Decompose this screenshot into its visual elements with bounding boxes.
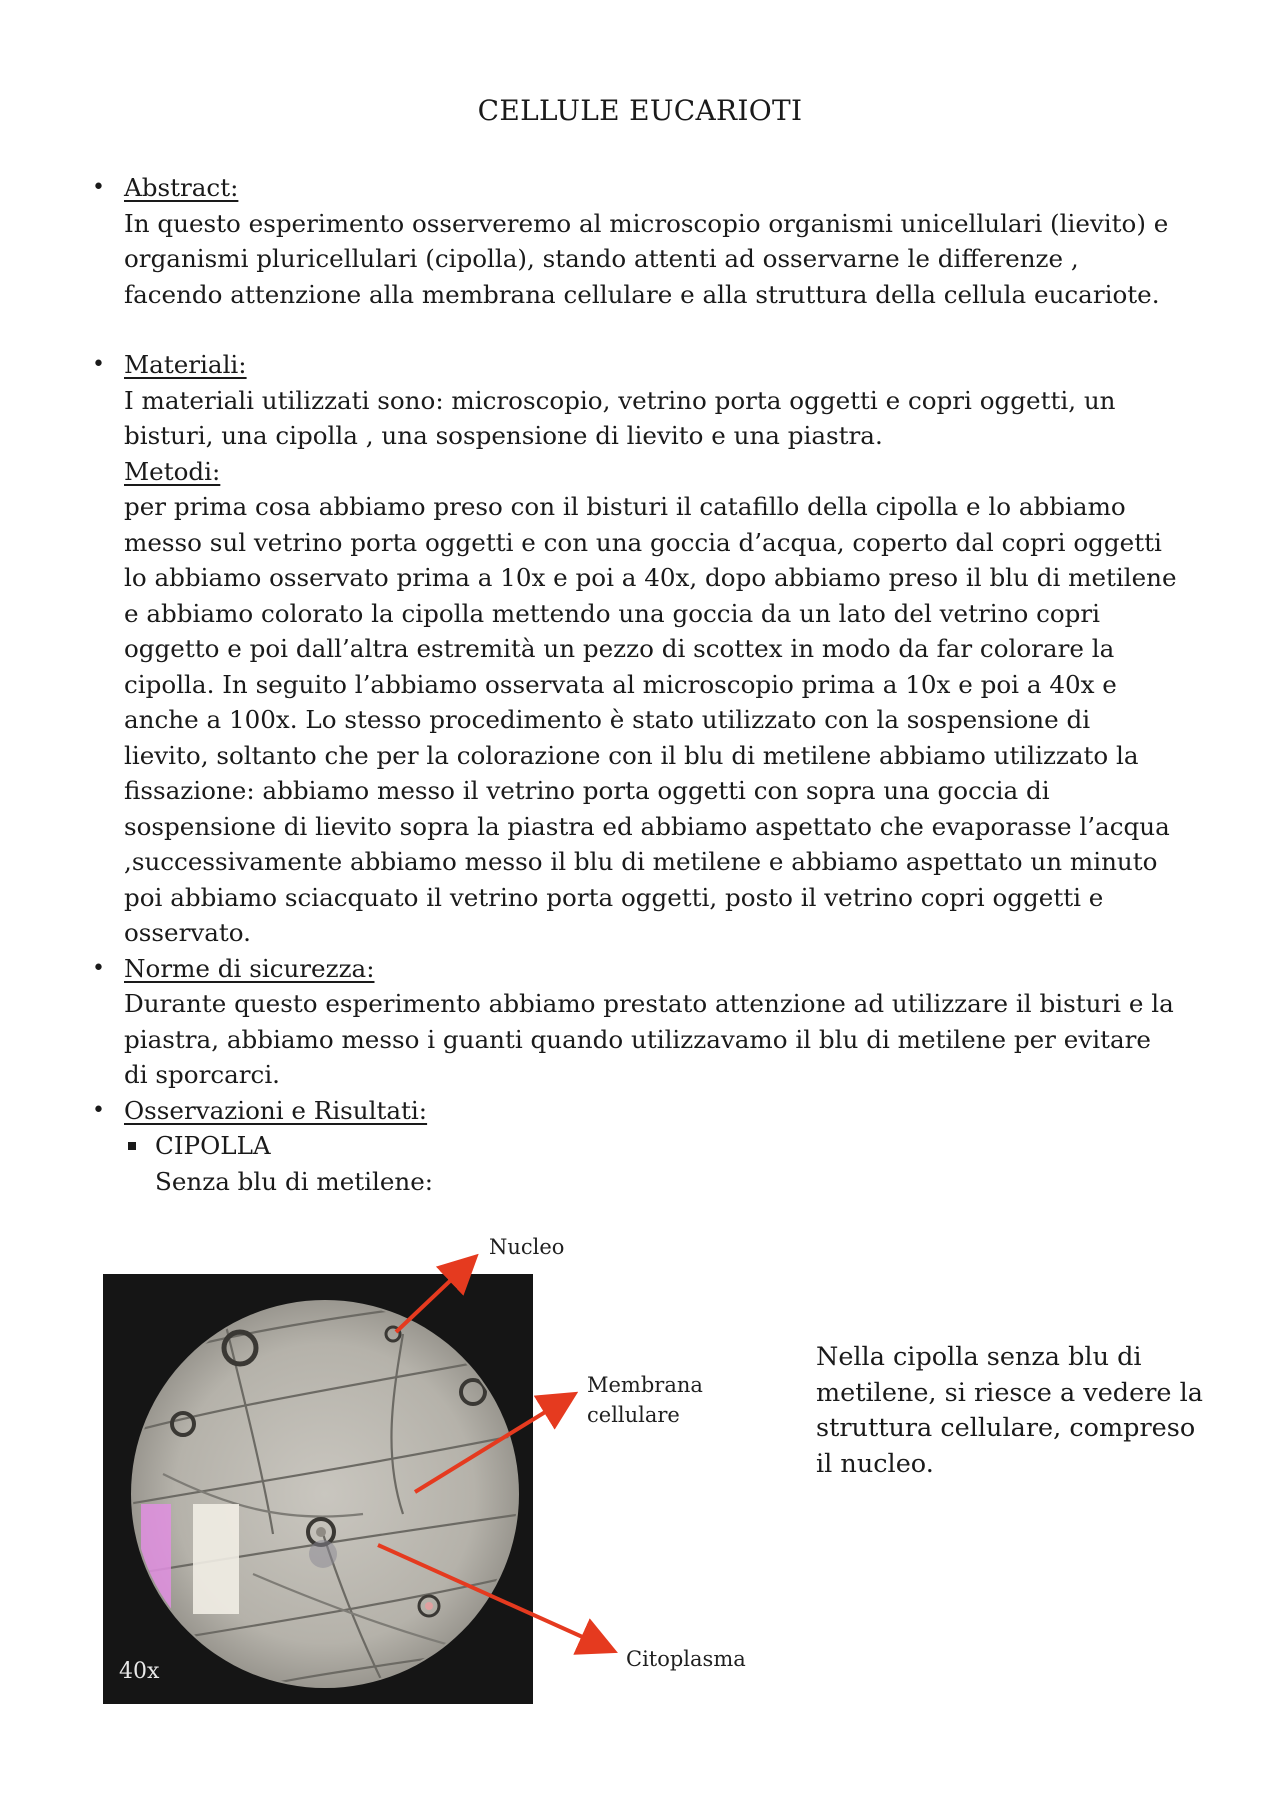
microscope-image [103,1274,533,1704]
metodi-text: per prima cosa abbiamo preso con il bisturi il catafillo della cipolla e lo abbiamo messo sul vetrino porta oggetti e con una goccia d’acqua, coperto dal copri oggetti lo abbiamo osservato prima a 10x e poi a 40x, dopo abbiamo preso il blu di metilene e abbiamo colorato la cipolla mettendo una goccia da un lato del vetrino copri oggetto e poi dall’altra estremità un pezzo di scottex in modo da far colorare la cipolla. In seguito l’abbiamo osservata al microscopio prima a 10x e poi a 40x e anche a 100x. Lo stesso procedimento è stato utilizzato con la sospensione di lievito, soltanto che per la colorazione con il blu di metilene abbiamo utilizzato la fissazione: abbiamo messo il vetrino porta oggetti con sopra una goccia di sospensione di lievito sopra la piastra ed abbiamo aspettato che evaporasse l’acqua ,successivamente abbiamo messo il blu di metilene e abbiamo aspettato un minuto poi abbiamo sciacquato il vetrino porta oggetti, posto il vetrino copri oggetti e osservato. [124,492,1177,947]
magnification-label: 40x [119,1659,160,1684]
sub-item-cipolla [124,1128,1182,1199]
materiali-heading: Materiali: [124,350,247,379]
label-membrana [587,1370,703,1430]
section-materiali [92,347,1182,951]
norme-heading: Norme di sicurezza: [124,953,375,983]
document-body [92,170,1182,1199]
section-osservazioni [92,1093,1182,1200]
materiali-text: I materiali utilizzati sono: microscopio, vetrino porta oggetti e copri oggetti, un bisturi, una cipolla , una sospensione di lievito e una piastra. [124,385,1116,450]
sub-title: CIPOLLA [155,1131,271,1160]
label-membrana-line1: Membrana [587,1373,703,1397]
metodi-heading: Metodi: [124,456,221,486]
bullet-icon: • [92,1097,105,1123]
bullet-icon: • [92,352,105,377]
bullet-icon: • [92,175,105,200]
abstract-heading: Abstract: [124,173,239,202]
square-bullet-icon [128,1142,136,1150]
label-membrana-line2: cellulare [587,1403,680,1427]
abstract-text: In questo esperimento osserveremo al microscopio organismi unicellulari (lievito) e organismi pluricellulari (cipolla), stando attenti ad osservarne le differenze , facendo attenzione alla membrana cellulare e alla struttura della cellula eucariote. [124,208,1169,309]
label-nucleo: Nucleo [489,1235,565,1259]
osservazioni-heading: Osservazioni e Risultati: [124,1095,428,1125]
norme-text: Durante questo esperimento abbiamo prestato attenzione ad utilizzare il bisturi e la piastra, abbiamo messo i guanti quando utilizzavamo il blu di metilene per evitare di sporcarci. [124,989,1174,1089]
section-norme [92,951,1182,1093]
document-title: CELLULE EUCARIOTI [477,94,803,127]
sub-caption: Senza blu di metilene: [155,1166,434,1196]
label-citoplasma: Citoplasma [626,1647,746,1671]
bullet-icon: • [92,955,105,981]
microscope-view-icon [103,1274,533,1704]
section-abstract [92,170,1182,312]
figure-description: Nella cipolla senza blu di metilene, si riesce a vedere la struttura cellulare, compreso il nucleo. [816,1342,1203,1479]
